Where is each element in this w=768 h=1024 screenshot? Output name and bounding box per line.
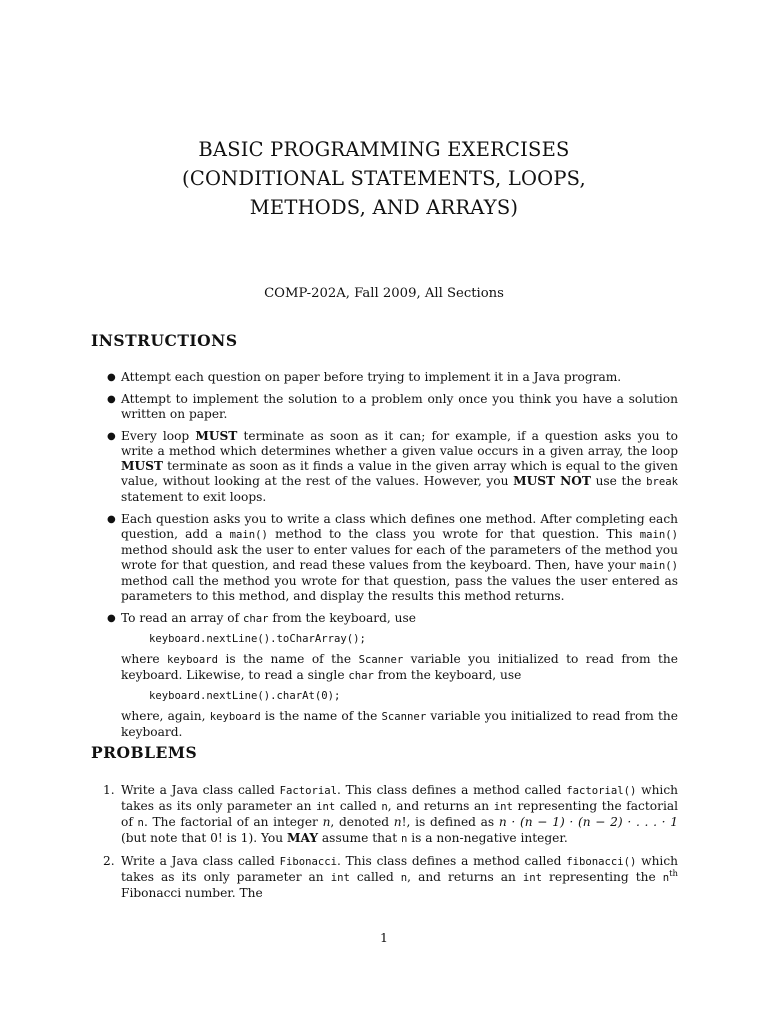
- instruction-item: ● Attempt each question on paper before trying to implement it in a Java program.: [107, 370, 622, 384]
- problems-heading: PROBLEMS: [91, 743, 198, 762]
- page-number: 1: [380, 930, 388, 945]
- bullet-icon: ●: [107, 394, 116, 405]
- bullet-icon: ●: [107, 514, 116, 525]
- bullet-icon: ●: [107, 431, 116, 442]
- instruction-item: ● To read an array of char from the keyboard, use keyboard.nextLine().toCharArray(); where keyboard is the name of the Scanner variable you initialized to read from the keyboard. Likewise, to read a single char from the keyboard, use keyboard.nextLine().charAt(0); where, again, keyboard is the name of the Scanner variable you initialized to read from the keyboard.: [107, 611, 678, 739]
- code-snippet: keyboard.nextLine().charAt(0);: [149, 690, 341, 702]
- problem-item: 1. Write a Java class called Factorial. This class defines a method called factorial() which takes as its only parameter an int called n, and returns an int representing the factorial of n. The factorial of an integer n, denoted n!, is defined as n · (n − 1) · (n − 2) · . . . · 1 (but note that 0! is 1). You MAY assume that n is a non-negative integer.: [103, 783, 679, 845]
- instruction-item: ● Each question asks you to write a class which defines one method. After completing each question, add a main() method to the class you wrote for that question. This main() method should ask the user to enter values for each of the parameters of the method you wrote for that question, and read these values from the keyboard. Then, have your main() method call the method you wrote for that question, pass the values the user entered as parameters to this method, and display the results this method returns.: [107, 512, 679, 603]
- code-snippet: keyboard.nextLine().toCharArray();: [149, 633, 366, 645]
- problem-number: 2.: [103, 854, 115, 868]
- instruction-item: ● Every loop MUST terminate as soon as it can; for example, if a question asks you to write a method which determines whether a given value occurs in a given array, the loop MUST terminate as soon as it finds a value in the given array which is equal to the given value, without looking at the rest of the values. However, you MUST NOT use the break statement to exit loops.: [107, 429, 678, 504]
- document-title: [0, 135, 768, 222]
- instructions-list: [0, 370, 768, 747]
- paragraph: where keyboard is the name of the Scanner variable you initialized to read from the keyboard. Likewise, to read a single char from the keyboard, use: [121, 652, 678, 682]
- problem-number: 1.: [103, 783, 115, 797]
- paragraph: where, again, keyboard is the name of the Scanner variable you initialized to read from the keyboard.: [121, 709, 678, 739]
- title-line-1: BASIC PROGRAMMING EXERCISES: [198, 138, 570, 161]
- instruction-item: ● Attempt to implement the solution to a problem only once you think you have a solution written on paper.: [107, 392, 678, 421]
- title-line-2: (CONDITIONAL STATEMENTS, LOOPS,: [182, 167, 586, 190]
- bullet-icon: ●: [107, 372, 116, 383]
- title-line-3: METHODS, AND ARRAYS): [249, 196, 519, 219]
- problem-item: 2. Write a Java class called Fibonacci. This class defines a method called fibonacci() which takes as its only parameter an int called n, and returns an int representing the $n^{th}$ Fibonacci number. The: [103, 854, 678, 900]
- instructions-heading: INSTRUCTIONS: [91, 331, 238, 350]
- course-subtitle: COMP-202A, Fall 2009, All Sections: [264, 286, 504, 301]
- bullet-icon: ●: [107, 613, 116, 624]
- problems-list: [0, 783, 768, 908]
